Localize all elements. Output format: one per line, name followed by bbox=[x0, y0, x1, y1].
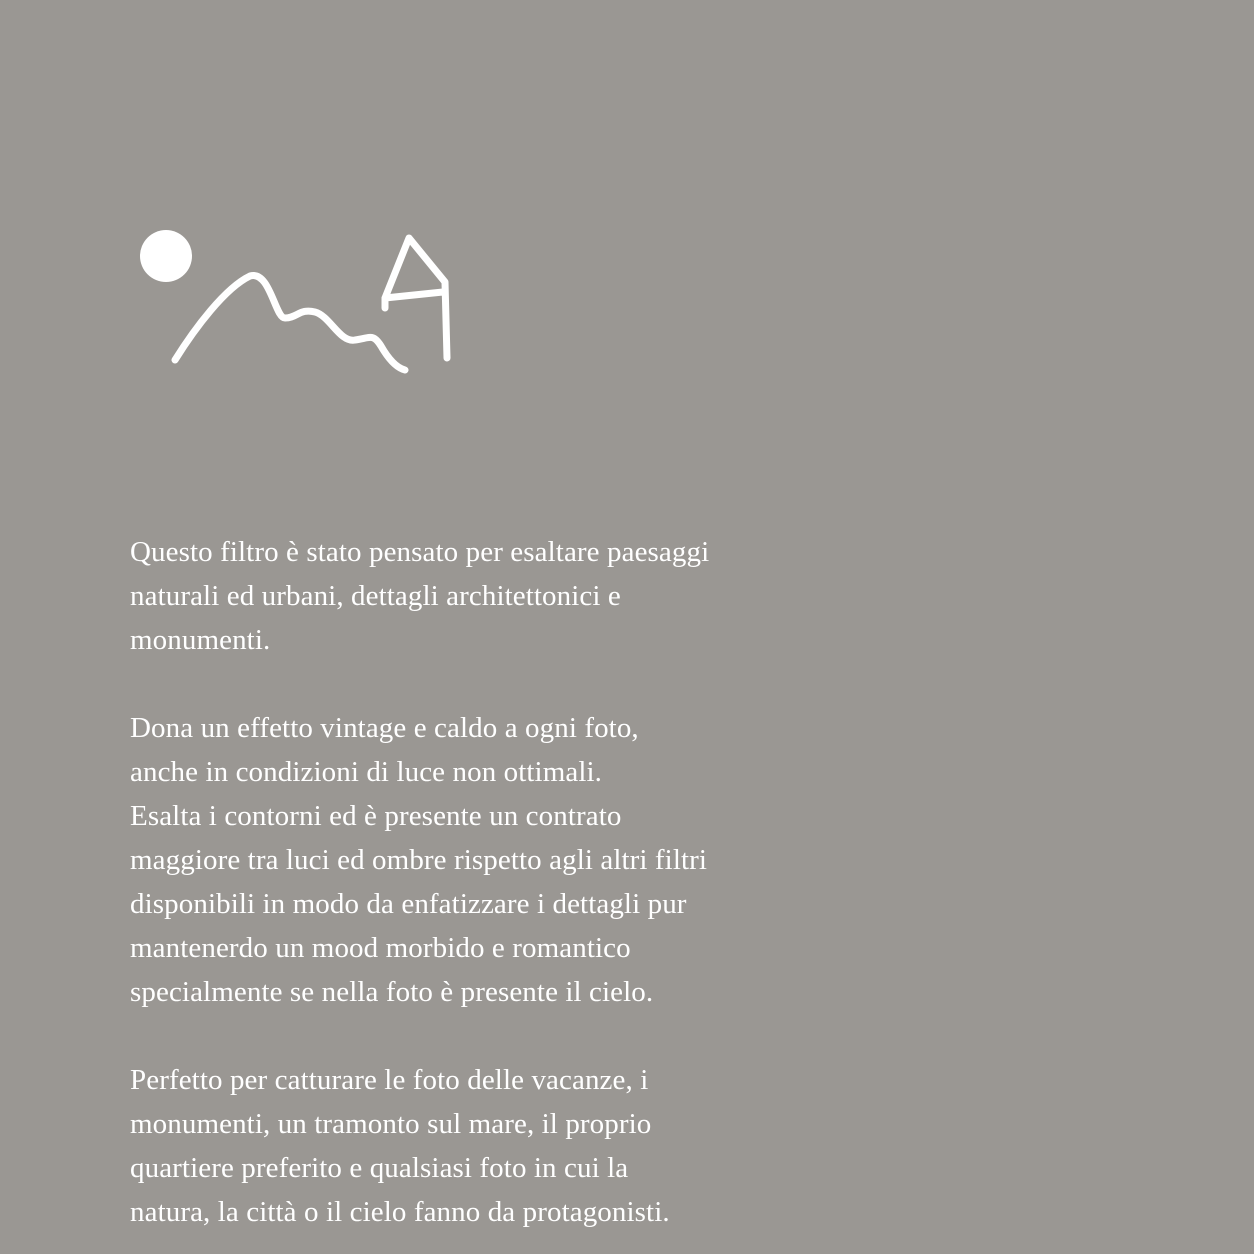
paragraph-effect bbox=[130, 706, 830, 1014]
text-line: monumenti. bbox=[130, 624, 271, 656]
paragraph-intro bbox=[130, 530, 830, 662]
text-line: Esalta i contorni ed è presente un contrato bbox=[130, 800, 622, 832]
text-line: natura, la città o il cielo fanno da protagonisti. bbox=[130, 1196, 670, 1228]
hills-line bbox=[175, 275, 405, 370]
text-line: mantenerdo un mood morbido e romantico bbox=[130, 932, 631, 964]
text-line: Dona un effetto vintage e caldo a ogni foto, bbox=[130, 712, 639, 744]
text-line: disponibili in modo da enfatizzare i dettagli pur bbox=[130, 888, 687, 920]
sun-shape bbox=[140, 230, 192, 282]
text-line: Questo filtro è stato pensato per esaltare paesaggi bbox=[130, 536, 710, 568]
text-line: specialmente se nella foto è presente il cielo. bbox=[130, 976, 654, 1008]
text-line: monumenti, un tramonto sul mare, il proprio bbox=[130, 1108, 652, 1140]
text-line: naturali ed urbani, dettagli architettonici e bbox=[130, 580, 621, 612]
paragraph-usage bbox=[130, 1058, 830, 1234]
text-line: Perfetto per catturare le foto delle vacanze, i bbox=[130, 1064, 649, 1096]
text-line: quartiere preferito e qualsiasi foto in cui la bbox=[130, 1152, 629, 1184]
description-text bbox=[130, 530, 830, 1234]
sun-hills-house-icon bbox=[135, 228, 455, 378]
house-shape bbox=[385, 238, 447, 358]
text-line: maggiore tra luci ed ombre rispetto agli altri filtri bbox=[130, 844, 708, 876]
text-line: anche in condizioni di luce non ottimali. bbox=[130, 756, 603, 788]
